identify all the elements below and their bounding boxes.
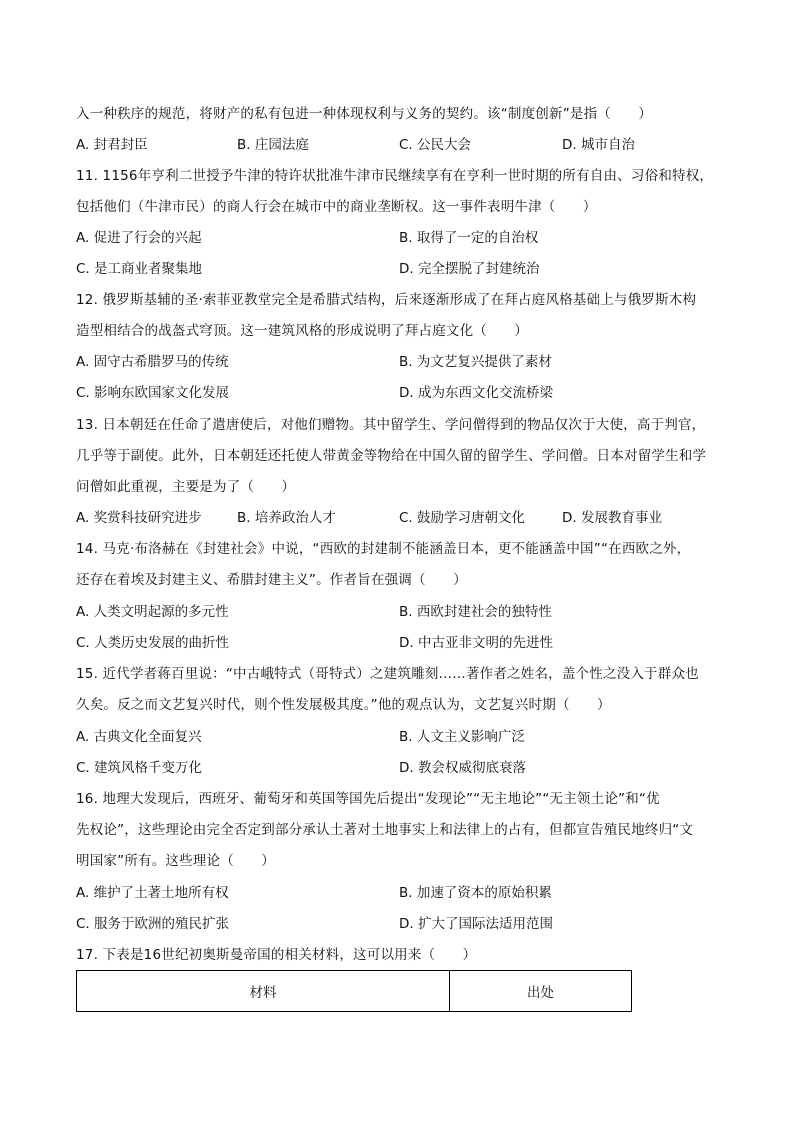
q14-option-d[interactable]: D. 中古亚非文明的先进性 xyxy=(399,635,553,651)
q12-option-d[interactable]: D. 成为东西文化交流桥梁 xyxy=(399,385,553,401)
q14-stem-line-1: 14. 马克·布洛赫在《封建社会》中说，“西欧的封建制不能涵盖日本，更不能涵盖中国”“在西欧之外， xyxy=(76,541,691,557)
q13-option-d[interactable]: D. 发展教育事业 xyxy=(562,510,662,526)
table-header-material: 材料 xyxy=(77,971,450,1012)
q12-option-c[interactable]: C. 影响东欧国家文化发展 xyxy=(76,385,230,401)
q15-option-c[interactable]: C. 建筑风格千变万化 xyxy=(76,760,203,776)
q16-option-a[interactable]: A. 维护了土著土地所有权 xyxy=(76,885,229,901)
q16-option-c[interactable]: C. 服务于欧洲的殖民扩张 xyxy=(76,916,230,932)
q10-option-a[interactable]: A. 封君封臣 xyxy=(76,137,148,153)
q10-option-d[interactable]: D. 城市自治 xyxy=(562,137,635,153)
q13-stem-line-3: 问僧如此重视，主要是为了（ ） xyxy=(76,479,296,495)
q17-source-table xyxy=(76,970,632,1012)
table-header-row xyxy=(77,971,632,1012)
q16-option-d[interactable]: D. 扩大了国际法适用范围 xyxy=(399,916,553,932)
table-header-source: 出处 xyxy=(450,971,632,1012)
q14-option-a[interactable]: A. 人类文明起源的多元性 xyxy=(76,604,229,620)
q10-option-c[interactable]: C. 公民大会 xyxy=(399,137,472,153)
q13-option-b[interactable]: B. 培养政治人才 xyxy=(237,510,336,526)
q11-option-a[interactable]: A. 促进了行会的兴起 xyxy=(76,230,202,246)
q10-stem-line-1: 入一种秩序的规范，将财产的私有包进一种体现权利与义务的契约。该“制度创新”是指（ ） xyxy=(76,106,653,122)
q14-option-b[interactable]: B. 西欧封建社会的独特性 xyxy=(399,604,552,620)
q14-stem-line-2: 还存在着埃及封建主义、希腊封建主义”。作者旨在强调（ ） xyxy=(76,572,467,588)
q15-stem-line-2: 久矣。反之而文艺复兴时代，则个性发展极其度。”他的观点认为，文艺复兴时期（ ） xyxy=(76,697,611,713)
q11-option-b[interactable]: B. 取得了一定的自治权 xyxy=(399,230,539,246)
q12-option-b[interactable]: B. 为文艺复兴提供了素材 xyxy=(399,354,552,370)
q13-option-a[interactable]: A. 奖赏科技研究进步 xyxy=(76,510,202,526)
q11-stem-line-2: 包括他们（牛津市民）的商人行会在城市中的商业垄断权。这一事件表明牛津（ ） xyxy=(76,199,597,215)
q11-option-c[interactable]: C. 是工商业者聚集地 xyxy=(76,261,203,277)
q11-option-d[interactable]: D. 完全摆脱了封建统治 xyxy=(399,261,540,277)
q13-stem-line-2: 几乎等于副使。此外，日本朝廷还托使人带黄金等物给在中国久留的留学生、学问僧。日本对留学生和学 xyxy=(76,448,707,464)
q12-stem-line-2: 造型相结合的战盔式穹顶。这一建筑风格的形成说明了拜占庭文化（ ） xyxy=(76,323,529,339)
q16-stem-line-3: 明国家”所有。这些理论（ ） xyxy=(76,853,275,869)
q12-option-a[interactable]: A. 固守古希腊罗马的传统 xyxy=(76,354,229,370)
q15-option-d[interactable]: D. 教会权威彻底衰落 xyxy=(399,760,526,776)
q16-stem-line-1: 16. 地理大发现后，西班牙、葡萄牙和英国等国先后提出“发现论”“无主地论”“无主领土论”和“优 xyxy=(76,791,660,807)
q16-option-b[interactable]: B. 加速了资本的原始积累 xyxy=(399,885,552,901)
q14-option-c[interactable]: C. 人类历史发展的曲折性 xyxy=(76,635,230,651)
q13-stem-line-1: 13. 日本朝廷在任命了遣唐使后，对他们赠物。其中留学生、学问僧得到的物品仅次于大使，高于判官， xyxy=(76,417,706,433)
q15-stem-line-1: 15. 近代学者蒋百里说：“中古峨特式（哥特式）之建筑雕刻……著作者之姓名，盖个性之没入于群众也 xyxy=(76,666,699,682)
q10-option-b[interactable]: B. 庄园法庭 xyxy=(237,137,309,153)
q12-stem-line-1: 12. 俄罗斯基辅的圣·索菲亚教堂完全是希腊式结构，后来逐渐形成了在拜占庭风格基础上与俄罗斯木构 xyxy=(76,292,697,308)
q11-stem-line-1: 11. 1156年亨利二世授予牛津的特许状批准牛津市民继续享有在亨利一世时期的所有自由、习俗和特权， xyxy=(76,168,714,184)
q15-option-a[interactable]: A. 古典文化全面复兴 xyxy=(76,729,202,745)
q17-stem-line-1: 17. 下表是16世纪初奥斯曼帝国的相关材料，这可以用来（ ） xyxy=(76,947,477,963)
q13-option-c[interactable]: C. 鼓励学习唐朝文化 xyxy=(399,510,526,526)
q15-option-b[interactable]: B. 人文主义影响广泛 xyxy=(399,729,525,745)
q16-stem-line-2: 先权论”，这些理论由完全否定到部分承认土著对土地事实上和法律上的占有，但都宣告殖民地终归“文 xyxy=(76,822,694,838)
